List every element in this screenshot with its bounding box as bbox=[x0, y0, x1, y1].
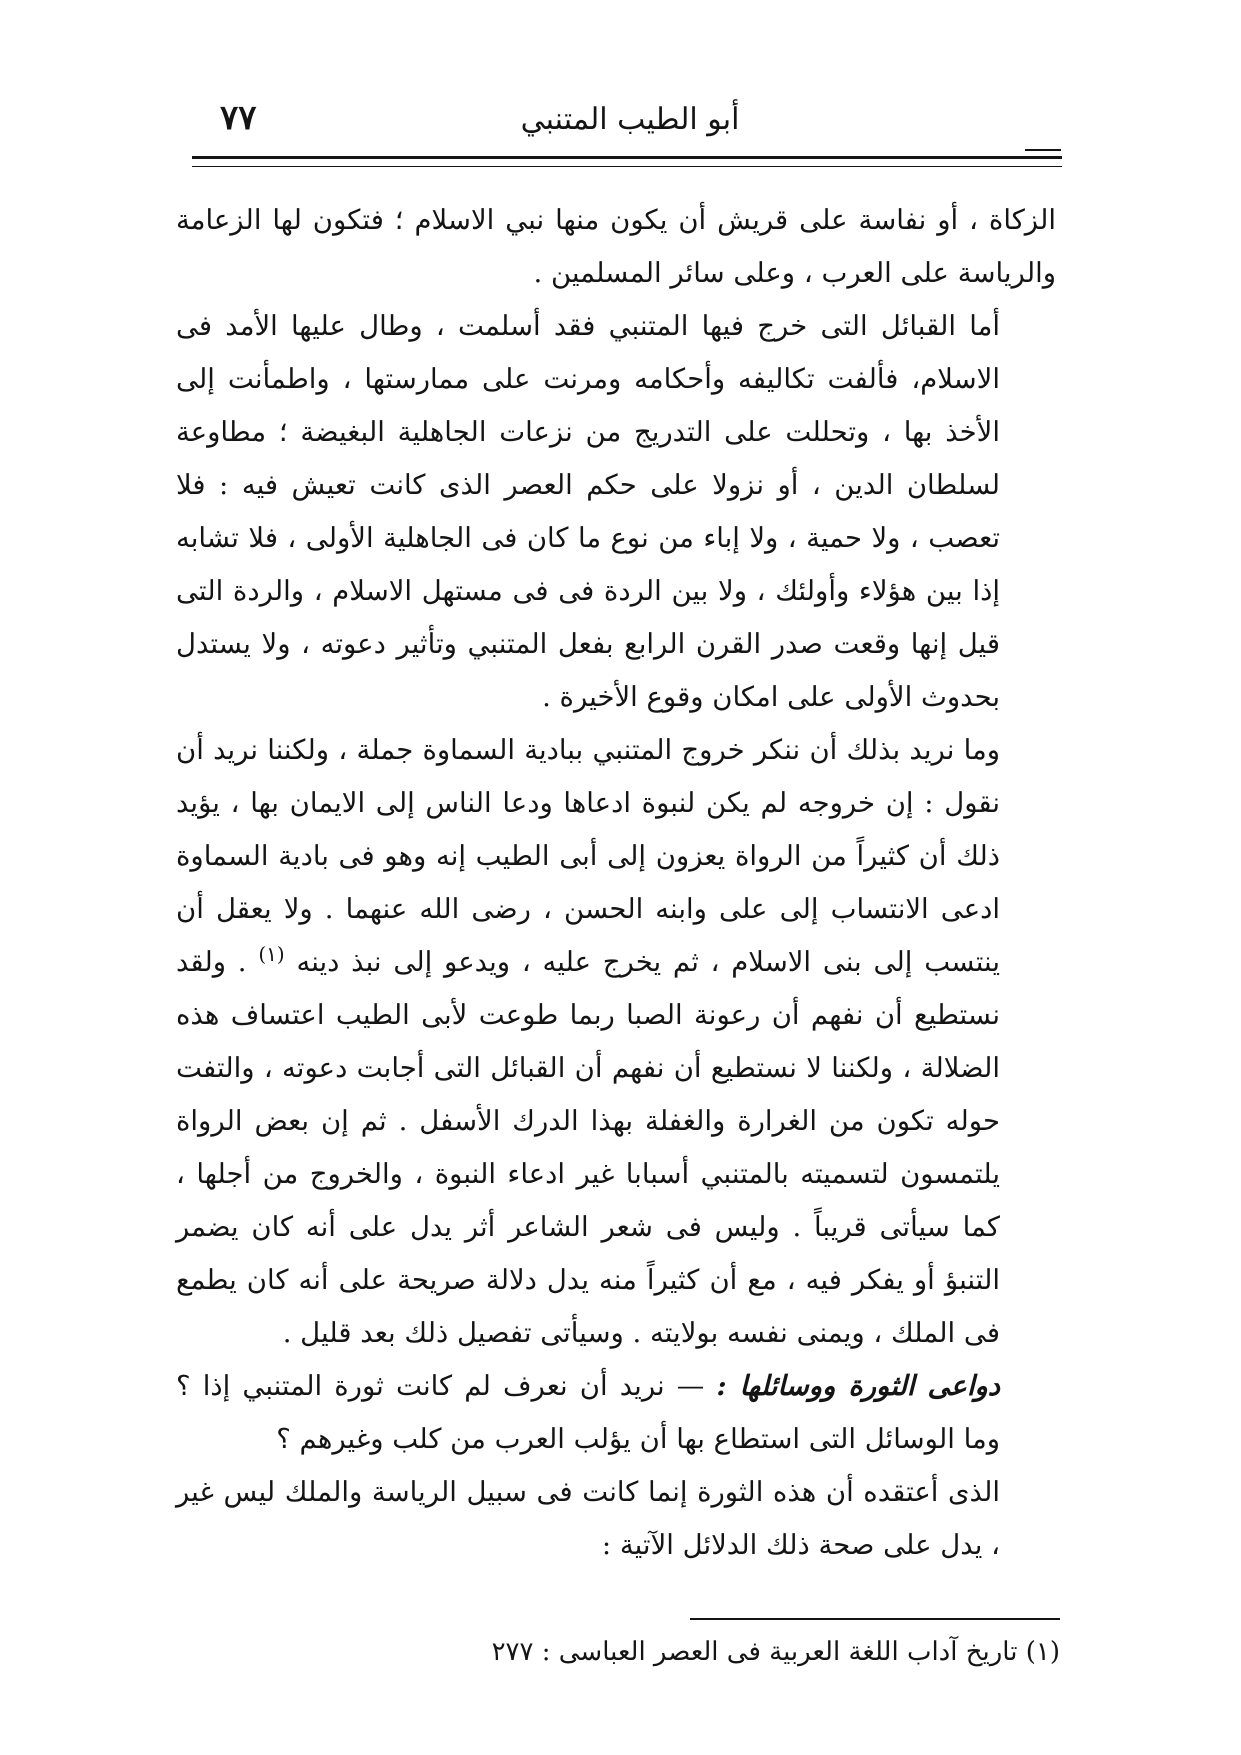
paragraph-3 bbox=[176, 724, 1056, 1360]
section-heading: دواعى الثورة ووسائلها : bbox=[716, 1370, 1000, 1402]
paragraph-4 bbox=[176, 1360, 1056, 1466]
page-number: ٧٧ bbox=[220, 98, 257, 138]
running-title: أبو الطيب المتنبي bbox=[520, 102, 740, 137]
footnote-reference: (١) bbox=[258, 941, 285, 966]
paragraph-3-text-a: وما نريد بذلك أن ننكر خروج المتنبي ببادية السماوة جملة ، ولكننا نريد أن نقول : إن خروجه لم يكن لنبوة ادعاها ودعا الناس إلى الايمان بها ، يؤيد ذلك أن كثيراً من الرواة يعزون إلى أبى الطيب إنه وهو فى بادية السماوة ادعى الانتساب إلى على وابنه الحسن ، رضى الله عنهما . ولا يعقل أن ينتسب إلى بنى الاسلام ، ثم يخرج عليه ، ويدعو إلى نبذ دينه bbox=[176, 734, 1001, 978]
paragraph-1: الزكاة ، أو نفاسة على قريش أن يكون منها نبي الاسلام ؛ فتكون لها الزعامة والرياسة على العرب ، وعلى سائر المسلمين . bbox=[176, 204, 1056, 289]
paragraph-4-text: — نريد أن نعرف لم كانت ثورة المتنبي إذا ؟ وما الوسائل التى استطاع بها أن يؤلب العرب من كلب وغيرهم ؟ bbox=[176, 1370, 1000, 1455]
footnote-rule bbox=[690, 1618, 1060, 1620]
footnote: (١) تاريخ آداب اللغة العربية فى العصر العباسى : ٢٧٧ bbox=[491, 1637, 1060, 1667]
header-rule-tick bbox=[1025, 149, 1061, 151]
header-rule-thick bbox=[192, 156, 1062, 159]
header-rule-thin bbox=[192, 166, 1062, 167]
paragraph-3-text-b: . ولقد نستطيع أن نفهم أن رعونة الصبا ربما طوعت لأبى الطيب اعتساف هذه الضلالة ، ولكننا لا نستطيع أن نفهم أن القبائل التى أجابت دعوته ، والتفت حوله تكون من الغرارة والغفلة بهذا الدرك الأسفل . ثم إن بعض الرواة يلتمسون لتسميته بالمتنبي أسبابا غير ادعاء النبوة ، والخروج من أجلها ، كما سيأتى قريباً . وليس فى شعر الشاعر أثر يدل على أنه كان يضمر التنبؤ أو يفكر فيه ، مع أن كثيراً منه يدل دلالة صريحة على أنه كان يطمع فى الملك ، ويمنى نفسه بولايته . وسيأتى تفصيل ذلك بعد قليل . bbox=[176, 946, 1000, 1349]
page-header bbox=[190, 98, 1070, 154]
paragraph-5: الذى أعتقده أن هذه الثورة إنما كانت فى سبيل الرياسة والملك ليس غير ، يدل على صحة ذلك الدلائل الآتية : bbox=[176, 1476, 1000, 1561]
paragraph-2: أما القبائل التى خرج فيها المتنبي فقد أسلمت ، وطال عليها الأمد فى الاسلام، فألفت تكاليفه وأحكامه ومرنت على ممارستها ، واطمأنت إلى الأخذ بها ، وتحللت على التدريج من نزعات الجاهلية البغيضة ؛ مطاوعة لسلطان الدين ، أو نزولا على حكم العصر الذى كانت تعيش فيه : فلا تعصب ، ولا حمية ، ولا إباء من نوع ما كان فى الجاهلية الأولى ، فلا تشابه إذا بين هؤلاء وأولئك ، ولا بين الردة فى فى مستهل الاسلام ، والردة التى قيل إنها وقعت صدر القرن الرابع بفعل المتنبي وتأثير دعوته ، ولا يستدل بحدوث الأولى على امكان وقوع الأخيرة . bbox=[176, 310, 1000, 713]
main-text bbox=[176, 194, 1056, 1572]
